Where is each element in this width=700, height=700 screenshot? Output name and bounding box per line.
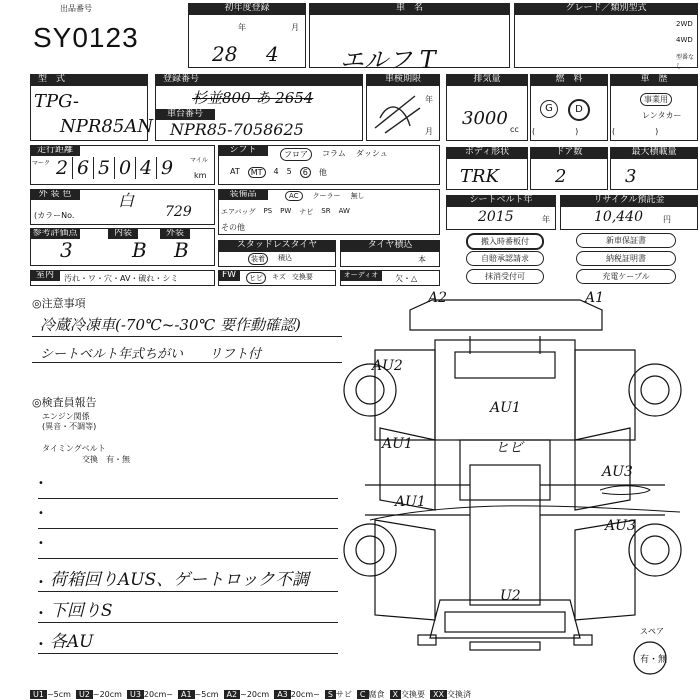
fuel-header: 燃 料 xyxy=(530,74,608,85)
shift-row1 xyxy=(280,148,388,161)
legend-item: XX 交換済 xyxy=(430,690,471,700)
notes-label: ◎注意事項 xyxy=(32,297,86,310)
audio-value: 欠・△ xyxy=(395,274,418,283)
equip-ac: AC xyxy=(285,191,303,201)
mileage-digit: 0 xyxy=(115,157,136,179)
model-name: エルフ T xyxy=(340,46,436,74)
shift-6: 6 xyxy=(300,167,311,178)
legend-item: A3 20cm~ xyxy=(274,690,320,700)
equip-cooler: クーラー xyxy=(312,192,341,200)
grade-header: グレード／類別型式 xyxy=(514,3,698,14)
shift-mt: MT xyxy=(248,167,266,178)
bullet-text: 下回りS xyxy=(49,601,113,621)
damage-label: AU1 xyxy=(490,400,521,416)
damage-label: A2 xyxy=(428,290,448,306)
history-header: 車 歴 xyxy=(610,74,698,85)
body-type-value: TRK xyxy=(460,166,500,187)
equip-pw: PW xyxy=(280,207,292,215)
drive-4wd: 4WD xyxy=(676,36,693,44)
type-line2: NPR85AN xyxy=(60,116,154,137)
exterior-rating-header: 外装 xyxy=(160,228,190,239)
equipment-other: その他 xyxy=(221,223,245,232)
shift-dash: ダッシュ xyxy=(355,149,388,158)
seatbelt-year-label: 年 xyxy=(542,215,550,224)
first-reg-month: 4 xyxy=(266,42,279,66)
fw-options xyxy=(246,272,313,284)
drive-2wd: 2WD xyxy=(676,20,693,28)
legend-item: X 交換要 xyxy=(390,690,425,700)
bullet-2: • xyxy=(38,508,338,529)
engine-sub: (異音・不調等) xyxy=(42,422,97,431)
inspection-scribble xyxy=(370,88,425,138)
notes-line2: シートベルト年式ちがい リフト付 xyxy=(40,347,262,362)
capacity-value: 3 xyxy=(625,166,637,187)
cabin-header: 室内 xyxy=(30,270,60,281)
legend-item: C 腐食 xyxy=(357,690,385,700)
doors-value: 2 xyxy=(555,166,567,187)
inspection-month-label: 月 xyxy=(425,127,433,136)
fw-replace: 交換要 xyxy=(291,273,313,281)
inspector-label: ◎検査員報告 xyxy=(32,396,97,409)
shift-floor: フロア xyxy=(280,148,312,161)
mileage-digit: 9 xyxy=(160,157,174,179)
displacement-header: 排気量 xyxy=(446,74,528,85)
timing-value: 交換 有・無 xyxy=(82,455,130,464)
spare-value: 有・無 xyxy=(640,655,668,665)
type-line1: TPG- xyxy=(34,91,79,112)
legend-item: A1 ~5cm xyxy=(178,690,219,700)
shift-header: シフト xyxy=(218,145,268,156)
first-reg-month-label: 月 xyxy=(291,23,299,32)
bullet-3: • xyxy=(38,538,338,559)
equipment-row2 xyxy=(221,207,350,217)
seatbelt-header: シートベルト年 xyxy=(446,195,556,206)
legend-item: U2 ~20cm xyxy=(76,690,122,700)
studless-header: スタッドレスタイヤ xyxy=(218,240,336,251)
first-registration-header: 初年度登録 xyxy=(188,3,306,14)
recycle-unit: 円 xyxy=(663,215,671,224)
notes-line2-rule xyxy=(32,362,342,363)
doors-box xyxy=(530,158,608,190)
bullet-1: • xyxy=(38,478,338,499)
mileage-mark-label: マーク xyxy=(32,160,51,167)
registration-number: 杉並800 あ 2654 xyxy=(192,89,314,107)
seatbelt-value: 2015 xyxy=(478,209,514,225)
truck-diagram xyxy=(340,290,700,688)
fw-crack: ヒビ xyxy=(246,272,266,284)
exterior-rating: B xyxy=(174,238,189,262)
drive-none: 型番なし xyxy=(676,54,695,70)
lot-number-label: 出品番号 xyxy=(60,4,92,13)
bullet-text: 荷箱回りAUS、ゲートロック不調 xyxy=(49,570,309,590)
shift-other: 他 xyxy=(318,168,327,177)
tire-load-header: タイヤ積込 xyxy=(340,240,440,251)
damage-label: AU1 xyxy=(382,436,413,452)
color-code-label: (カラーNo. xyxy=(34,211,75,220)
first-reg-year-label: 年 xyxy=(238,23,246,32)
equip-none: 無し xyxy=(350,192,365,200)
inspection-year-label: 年 xyxy=(425,95,433,104)
equipment-row1 xyxy=(285,191,365,201)
first-registration-box xyxy=(188,14,306,68)
mileage-digit: 5 xyxy=(94,157,115,179)
audio-header: オーディオ xyxy=(340,270,382,281)
fuel-option-g: G xyxy=(540,100,558,118)
fw-scratch: キズ xyxy=(272,273,286,281)
doc-plate: 搬入時番板付 xyxy=(466,233,544,250)
studless-fitted: 装着 xyxy=(248,253,268,265)
spare-label: スペア xyxy=(640,627,664,636)
interior-rating: B xyxy=(132,238,147,262)
displacement-value: 3000 xyxy=(462,108,508,129)
audio-box xyxy=(340,270,440,286)
history-rental: レンタカー xyxy=(642,111,682,120)
doc-tax: 納税証明書 xyxy=(576,251,676,266)
equip-ps: PS xyxy=(263,207,273,215)
exterior-color: 白 xyxy=(118,191,135,210)
fuel-paren: ( ) xyxy=(532,127,579,136)
fw-header: FW xyxy=(218,270,240,281)
notes-line1: 冷蔵冷凍車(-70℃~-30℃ 要作動確認) xyxy=(40,316,301,334)
type-header: 型 式 xyxy=(30,74,148,85)
damage-label: AU3 xyxy=(602,464,633,480)
interior-rating-header: 内装 xyxy=(108,228,138,239)
damage-label: AU3 xyxy=(605,518,636,534)
grade-box xyxy=(514,14,698,68)
model-header: 車 名 xyxy=(309,3,510,14)
bullet-text: 各AU xyxy=(49,632,94,652)
studless-loaded: 積込 xyxy=(278,254,292,262)
mileage-header: 走行距離 xyxy=(30,145,80,156)
damage-label: AU1 xyxy=(395,494,426,510)
legend-item: A2 ~20cm xyxy=(224,690,270,700)
shift-5: 5 xyxy=(286,167,292,176)
displacement-unit: cc xyxy=(510,125,519,134)
equip-sr: SR xyxy=(321,207,331,215)
doc-warranty: 新車保証書 xyxy=(576,233,676,248)
mileage-digit: 6 xyxy=(73,157,94,179)
damage-label: AU2 xyxy=(372,358,403,374)
doc-liability: 自賠承認請求 xyxy=(466,251,544,266)
equip-aw: AW xyxy=(338,207,350,215)
registration-header: 登録番号 xyxy=(155,74,363,85)
exterior-color-header: 外 装 色 xyxy=(30,189,80,200)
capacity-header: 最大積載量 xyxy=(610,147,698,158)
damage-label: A1 xyxy=(585,290,605,306)
capacity-box xyxy=(610,158,698,190)
mileage-unit-km: km xyxy=(194,171,207,180)
doc-cancel: 抹消受付可 xyxy=(466,269,544,284)
chassis-header: 車台番号 xyxy=(155,109,215,120)
shift-column: コラム xyxy=(322,149,346,158)
bullet-6: • 各AU xyxy=(38,627,338,654)
cabin-value: 汚れ・ワ・穴・AV・破れ・シミ xyxy=(64,274,179,283)
tire-load-unit: 本 xyxy=(418,255,426,264)
doors-header: ドア数 xyxy=(530,147,608,158)
shift-at: AT xyxy=(230,167,240,176)
damage-label: U2 xyxy=(500,588,521,604)
equipment-header: 装備品 xyxy=(218,189,268,200)
history-paren: ( ) xyxy=(612,127,659,136)
rating-header: 参考評価点 xyxy=(30,228,80,239)
bullet-4: • 荷箱回りAUS、ゲートロック不調 xyxy=(38,565,338,592)
overall-rating: 3 xyxy=(60,238,73,262)
recycle-header: リサイクル預託金 xyxy=(560,195,698,206)
mileage-digit: 4 xyxy=(136,157,157,179)
notes-line1-rule xyxy=(32,336,342,337)
body-type-header: ボディ形状 xyxy=(446,147,528,158)
chassis-number: NPR85-7058625 xyxy=(170,120,304,139)
timing-label: タイミングベルト xyxy=(42,444,106,453)
lot-number: SY0123 xyxy=(33,22,139,53)
mileage-digit: 2 xyxy=(52,157,73,179)
doc-charger: 充電ケーブル xyxy=(576,269,676,284)
equip-airbag: エアバッグ xyxy=(221,208,256,216)
bullet-5: • 下回りS xyxy=(38,596,338,623)
engine-label: エンジン関係 xyxy=(42,412,90,421)
equip-navi: ナビ xyxy=(299,208,314,216)
legend-item: U1 ~5cm xyxy=(30,690,71,700)
inspection-header: 車検期限 xyxy=(366,74,440,85)
legend-item: U3 20cm~ xyxy=(127,690,173,700)
damage-label: ヒビ xyxy=(495,440,523,456)
first-reg-year: 28 xyxy=(212,42,238,66)
recycle-value: 10,440 xyxy=(594,209,643,225)
studless-options xyxy=(248,253,292,265)
color-code: 729 xyxy=(165,204,192,220)
mileage-digits xyxy=(52,157,177,179)
shift-row2 xyxy=(230,167,327,178)
legend-bar xyxy=(30,690,471,700)
fuel-option-d: D xyxy=(568,99,590,121)
shift-4: 4 xyxy=(273,167,279,176)
history-commercial: 事業用 xyxy=(640,93,672,106)
mileage-unit-mile: マイル xyxy=(190,157,208,164)
legend-item: S サビ xyxy=(325,690,352,700)
